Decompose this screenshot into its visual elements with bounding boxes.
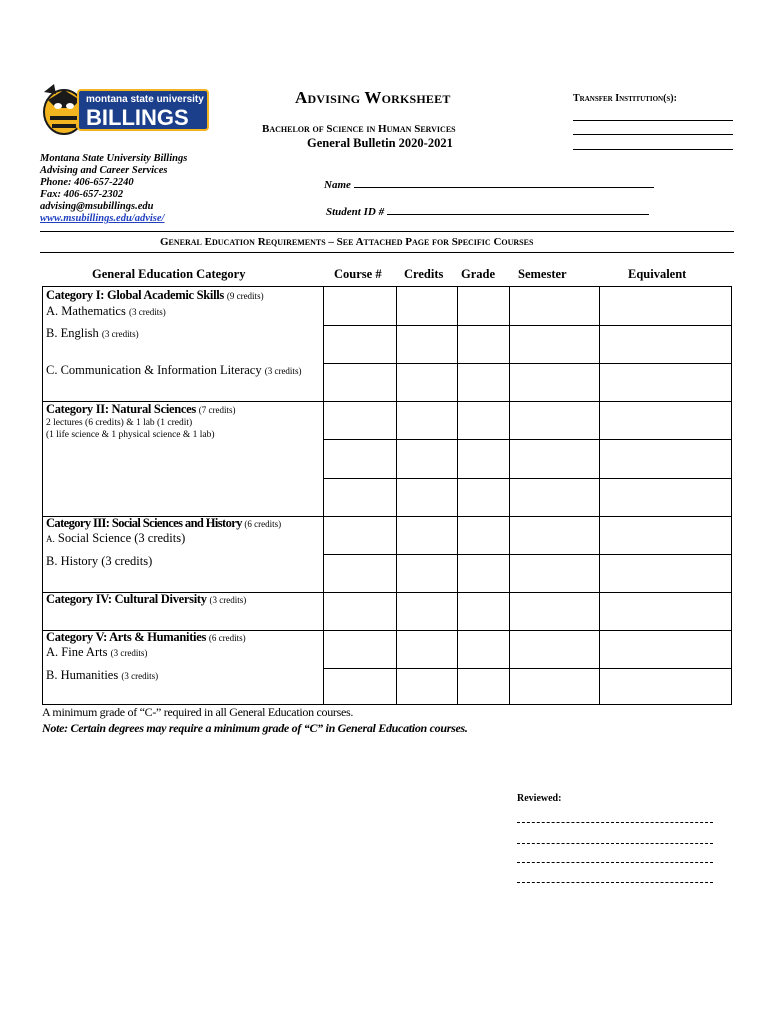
degree-grade-note: Note: Certain degrees may require a minimum grade of “C” in General Education courses. (42, 721, 468, 735)
reviewed-line-2[interactable] (517, 843, 713, 844)
col-equivalent: Equivalent (628, 267, 687, 281)
contact-url-link[interactable]: www.msubillings.edu/advise/ (40, 213, 165, 224)
category-1-english: B. English (3 credits) (46, 326, 139, 340)
contact-fax: Fax: 406-657-2302 (40, 189, 124, 200)
category-4-title: Category IV: Cultural Diversity (3 credits) (46, 592, 247, 606)
col-semester: Semester (518, 267, 567, 281)
col-category: General Education Category (92, 267, 246, 281)
contact-dept: Advising and Career Services (40, 165, 168, 176)
category-2-title: Category II: Natural Sciences (7 credits) (46, 402, 236, 416)
transfer-line-3[interactable] (573, 149, 733, 150)
reviewed-line-1[interactable] (517, 822, 713, 823)
student-id-label: Student ID # (326, 206, 385, 218)
category-3-social-science: A. Social Science (3 credits) (46, 531, 186, 545)
col-grade: Grade (461, 267, 496, 281)
logo-text-top: montana state university (86, 94, 204, 105)
category-2-science-mix: (1 life science & 1 physical science & 1 lab) (46, 430, 215, 440)
reviewed-label: Reviewed: (517, 793, 562, 804)
student-id-line[interactable] (387, 205, 649, 215)
name-line[interactable] (354, 178, 654, 188)
bulletin-year: General Bulletin 2020-2021 (307, 136, 453, 150)
category-3-history: B. History (3 credits) (46, 554, 153, 568)
msub-logo (42, 82, 210, 138)
contact-phone: Phone: 406-657-2240 (40, 177, 134, 188)
logo-text-main: BILLINGS (86, 105, 189, 130)
divider-bottom (40, 252, 734, 253)
worksheet-title: Advising Worksheet (295, 88, 451, 107)
category-3-title: Category III: Social Sciences and History (6 credits) (46, 516, 282, 530)
contact-name: Montana State University Billings (40, 153, 188, 164)
gen-ed-table (42, 286, 732, 705)
category-2-lectures: 2 lectures (6 credits) & 1 lab (1 credit) (46, 418, 193, 428)
name-label: Name (324, 179, 351, 191)
transfer-institution-label: Transfer Institution(s): (573, 93, 677, 104)
col-credits: Credits (404, 267, 444, 281)
gen-ed-section-title: General Education Requirements – See Attached Page for Specific Courses (160, 236, 534, 248)
name-field[interactable] (324, 178, 654, 191)
category-5-title: Category V: Arts & Humanities (6 credits) (46, 630, 246, 644)
category-5-humanities: B. Humanities (3 credits) (46, 668, 159, 682)
divider-top (40, 231, 734, 232)
degree-subtitle: Bachelor of Science in Human Services (262, 123, 456, 135)
category-1-math: A. Mathematics (3 credits) (46, 304, 166, 318)
col-course: Course # (334, 267, 382, 281)
transfer-line-2[interactable] (573, 134, 733, 135)
reviewed-line-3[interactable] (517, 862, 713, 863)
category-1-communication: C. Communication & Information Literacy (3 credits) (46, 363, 302, 377)
category-5-fine-arts: A. Fine Arts (3 credits) (46, 645, 148, 659)
reviewed-line-4[interactable] (517, 882, 713, 883)
transfer-line-1[interactable] (573, 120, 733, 121)
category-1-title: Category I: Global Academic Skills (9 credits) (46, 288, 264, 302)
contact-email: advising@msubillings.edu (40, 201, 154, 212)
contact-block (40, 153, 187, 225)
min-grade-note: A minimum grade of “C-” required in all General Education courses. (42, 705, 354, 719)
student-id-field[interactable] (326, 205, 649, 218)
